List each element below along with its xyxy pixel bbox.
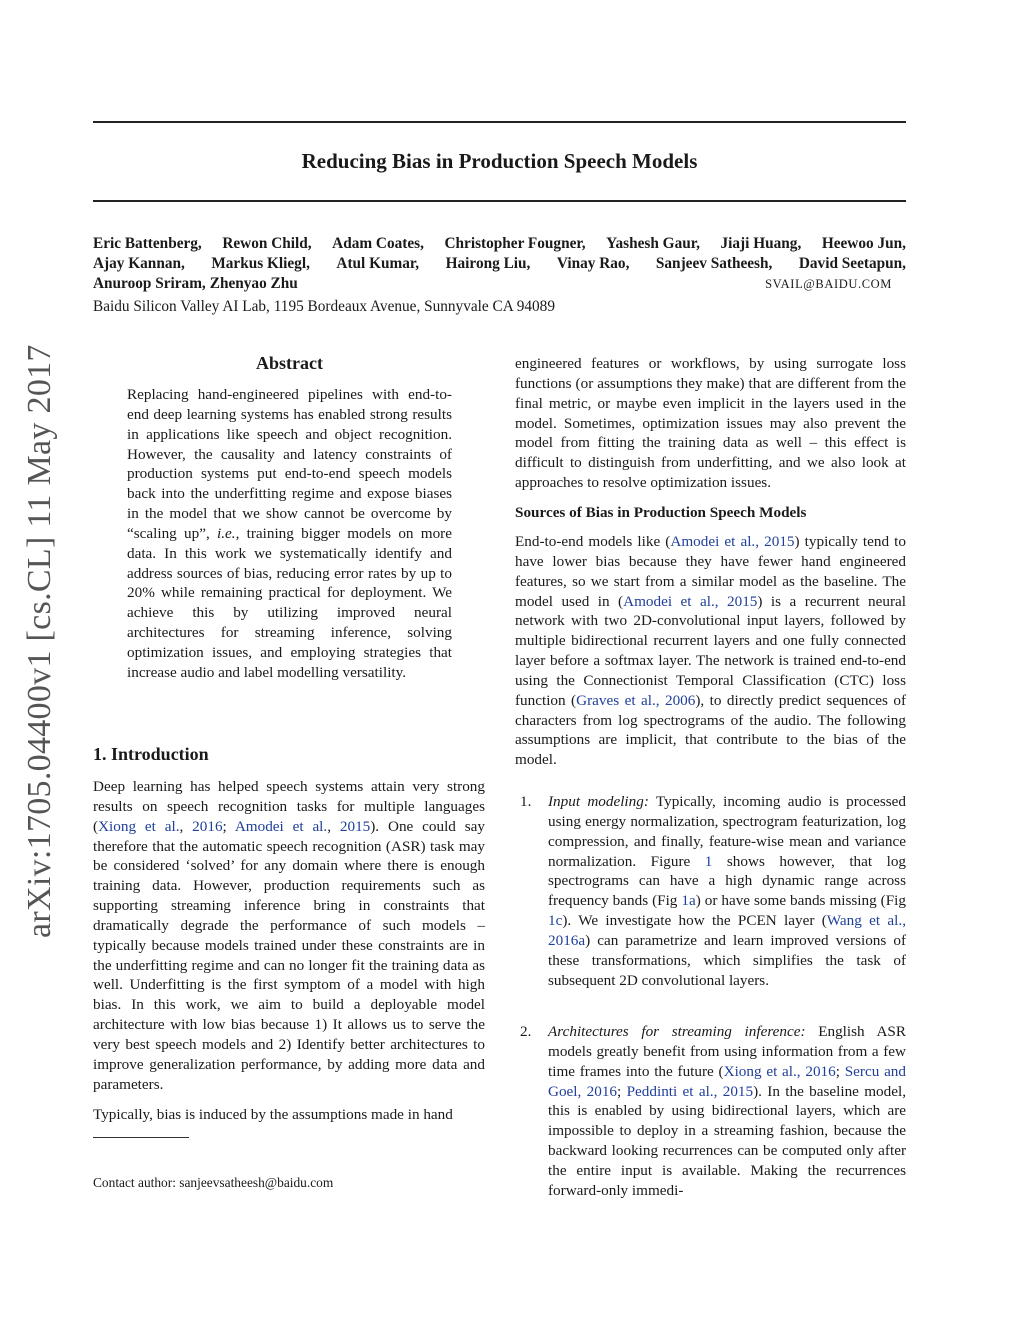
citation-link[interactable]: Amodei et al. — [234, 817, 328, 835]
author-name: Heewoo Jun, — [821, 235, 906, 252]
citation-year-link[interactable]: 2015 — [339, 817, 371, 835]
citation-link[interactable]: Graves et al., 2006 — [576, 691, 696, 709]
text-run: Deep learning has helped speech systems attain very strong results on speech recognition tasks for multiple languages ( — [93, 778, 485, 835]
text-run: ) or have some bands missing (Fig — [695, 892, 906, 910]
figure-ref-link[interactable]: 1a — [681, 892, 696, 910]
abstract-text — [127, 385, 452, 683]
list-item-input-modeling — [520, 792, 906, 990]
citation-link[interactable]: Xiong et al. — [98, 817, 180, 835]
text-run: Typically, incoming audio is processed using energy normalization, spectrogram featurization, log compression, and finally, feature-wise mean and variance normalization. Figure — [548, 793, 907, 870]
text-run: ) can parametrize and learn improved versions of these transformations, which simplifies the task of subsequent 2D convolutional layers. — [548, 931, 906, 989]
citation-link[interactable]: Amodei et al., 2015 — [670, 533, 795, 550]
paper-title: Reducing Bias in Production Speech Models — [301, 149, 698, 173]
citation-link[interactable]: Amodei et al., 2015 — [623, 592, 758, 610]
text-run: English ASR models greatly benefit from using information from a few time frames into the future ( — [548, 1023, 906, 1080]
figure-ref-link[interactable]: 1 — [704, 852, 713, 870]
contact-email[interactable]: SVAIL@BAIDU.COM — [765, 277, 892, 291]
author-name: Yashesh Gaur, — [606, 235, 700, 252]
footnote-contact: Contact author: sanjeevsatheesh@baidu.com — [93, 1175, 334, 1190]
text-run: ) is a recurrent neural network with two 2D-convolutional input layers, followed by multiple bidirectional recurrent layers and one fully connected layer before a softmax layer. The network is trained end-to-end using the Connectionist Temporal Classification (CTC) loss function ( — [515, 592, 906, 709]
text-run: ), to directly predict sequences of characters from log spectrograms of the audio. The following assumptions are implicit, that contribute to the bias of the model. — [515, 691, 907, 769]
text-run: shows however, that log spectrograms can have a high dynamic range across frequency bands (Fig — [548, 852, 907, 910]
affiliation: Baidu Silicon Valley AI Lab, 1195 Bordeaux Avenue, Sunnyvale CA 94089 — [93, 298, 555, 315]
title-rule-bottom — [93, 200, 906, 202]
abstract-heading: Abstract — [256, 353, 323, 373]
author-name: Vinay Rao, — [556, 255, 630, 272]
author-name: Rewon Child, — [222, 235, 312, 252]
citation-link[interactable]: Wang et al., 2016a — [548, 912, 906, 949]
text-run: End-to-end models like ( — [515, 533, 671, 550]
text-run: ; — [835, 1062, 845, 1080]
item-lead: Architectures for streaming inference: — [548, 1023, 806, 1040]
author-name: Ajay Kannan, — [93, 255, 185, 272]
item-lead: Input modeling: — [548, 793, 649, 810]
author-line-2 — [93, 254, 906, 274]
author-name: Markus Kliegl, — [211, 255, 310, 272]
title-rule-top — [93, 121, 906, 123]
sources-of-bias-text — [515, 532, 906, 770]
text-run: ). We investigate how the PCEN layer ( — [562, 912, 827, 930]
author-name: Hairong Liu, — [445, 255, 531, 272]
figure-ref-link[interactable]: 1c — [548, 912, 563, 930]
author-name: Adam Coates, — [332, 235, 424, 252]
author-line-1 — [93, 234, 906, 254]
author-name: Christopher Fougner, — [444, 235, 586, 252]
footnote-divider — [93, 1137, 189, 1138]
author-name: Atul Kumar, — [336, 255, 420, 272]
abstract-ie: i.e., — [217, 524, 240, 542]
text-run: ). In the baseline model, this is enabled by using bidirectional layers, which are impossible to deploy in a streaming fashion, because the backward looking recurrences can be computed only after the entire input is available. Making the recurrences forward-only immedi- — [548, 1082, 906, 1199]
author-name: Eric Battenberg, — [93, 235, 202, 252]
text-run: ) typically tend to have lower bias because they have fewer hand engineered features, so we start from a similar model as the baseline. The model used in ( — [515, 533, 906, 610]
author-name: Zhenyao Zhu — [209, 275, 298, 292]
section-heading-introduction: 1. Introduction — [93, 744, 209, 764]
list-item-streaming-architectures — [520, 1022, 906, 1201]
arxiv-identifier: arXiv:1705.04400v1 [cs.CL] 11 May 2017 — [21, 344, 58, 938]
author-name: David Seetapun, — [798, 255, 906, 272]
abstract-part: training bigger models on more data. In this work we systematically identify and address sources of bias, reducing error rates by up to 20% while remaining practical for deployment. We achieve this by utilizing improved neural architectures for streaming inference, solving optimization issues, and employing strategies that increase audio and label modelling versatility. — [127, 524, 452, 681]
citation-link[interactable]: Peddinti et al., 2015 — [626, 1082, 754, 1100]
abstract-part: Replacing hand-engineered pipelines with end-to-end deep learning systems has enabled strong results in applications like speech and object recognition. However, the causality and latency constraints of production systems put end-to-end speech models back into the underfitting regime and expose biases in the model that we show cannot be overcome by “scaling up”, — [127, 386, 452, 542]
continuation-paragraph: engineered features or workflows, by using surrogate loss functions (or assumptions they make) that are different from the final metric, or maybe even implicit in the layers used in the model. Sometimes, optimization issues may also prevent the model from fitting the training data as well – this effect is difficult to distinguish from underfitting, and we also look at approaches to resolve optimization issues. — [515, 355, 906, 492]
text-run: ; — [617, 1082, 627, 1100]
text-run: ; — [222, 817, 235, 835]
introduction-text — [93, 777, 485, 1124]
author-list — [93, 234, 906, 294]
list-number: 2. — [520, 1023, 532, 1040]
right-column-continuation — [515, 354, 906, 493]
list-number: 1. — [520, 793, 532, 810]
subsection-heading-sources-of-bias: Sources of Bias in Production Speech Models — [515, 504, 807, 521]
intro-paragraph: Typically, bias is induced by the assumptions made in hand — [93, 1105, 453, 1123]
citation-year-link[interactable]: 2016 — [192, 817, 223, 835]
author-name: Sanjeev Satheesh, — [655, 255, 773, 272]
intro-paragraph: Deep learning has helped speech systems attain very strong results on speech recognition tasks for multiple languages (Xiong et al., 2016; Amodei et al., 2015). One could say therefore that the automatic speech recognition (ASR) task may be considered ‘solved’ for any domain where there is enough training data. However, production requirements such as supporting streaming inference bring in constraints that dramatically degrade the performance of such models – typically because models trained under these constraints are in the underfitting regime and can no longer fit the training data as well. Underfitting is the first symptom of a model with high bias. In this work, we aim to build a deployable model architecture with low bias because 1) It allows us to serve the very best speech models and 2) Identify better architectures to improve generalization performance, by adding more data and parameters. — [93, 778, 486, 1093]
author-name: Jiaji Huang, — [720, 235, 802, 252]
citation-link[interactable]: Sercu and Goel, 2016 — [548, 1062, 906, 1100]
author-name: Anuroop Sriram, — [93, 275, 206, 292]
citation-link[interactable]: Xiong et al., 2016 — [723, 1062, 836, 1080]
text-run: ). One could say therefore that the automatic speech recognition (ASR) task may be considered ‘solved’ for any domain where there is enough training data. However, production requirements such as supporting streaming inference bring in constraints that dramatically degrade the performance of such models – typically because models trained under these constraints are in the underfitting regime and can no longer fit the training data as well. Underfitting is the first symptom of a model with high bias. In this work, we aim to build a deployable model architecture with low bias because 1) It allows us to serve the very best speech models and 2) Identify better architectures to improve generalization performance, by adding more data and parameters. — [93, 817, 486, 1093]
